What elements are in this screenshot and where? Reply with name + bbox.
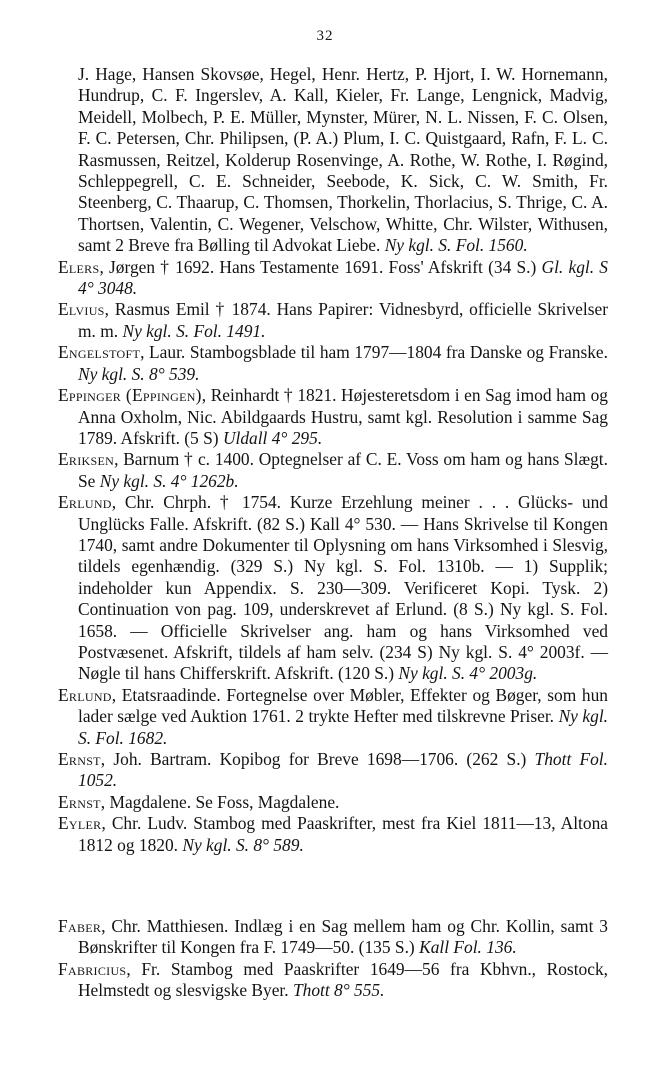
entry-text: , Chr. Chrph. † 1754. Kurze Erzehlung meiner . . . Glücks- und Unglücks Falle. Afskrift. (82 S.) Kall 4° 530. — Hans Skrivelse til Kongen 1740, samt andre Dokumenter til Oplysning om hans Virksomhed i Slesvig, tildels egenhændig. (329 S.) Ny kgl. S. Fol. 1310b. — 1) Supplik; indeholder kun Appendix. S. 230—309. Verificeret Kopi. Tysk. 2) Continuation von pag. 109, underskrevet af Erlund. (8 S.) Ny kgl. S. Fol. 1658. — Officielle Skrivelser ang. ham og hans Virksomhed ved Postvæsenet. Afskrift, tildels af ham selv. (234 S) Ny kgl. S. 4° 2003f. — Nøgle til hans Chifferskrift. Afskrift. (120 S.) xyxy=(78,492,608,684)
catalogue-entry xyxy=(58,685,608,749)
catalogue-entry xyxy=(58,64,608,257)
entry-text: , Laur. Stambogsblade til ham 1797—1804 fra Danske og Franske. xyxy=(140,342,608,363)
entry-text: , Etatsraadinde. Fortegnelse over Møbler, Effekter og Bøger, som hun lader sælge ved Auktion 1761. 2 trykte Hefter med tilskrevne Priser. xyxy=(78,684,608,727)
entry-head: Eriksen xyxy=(58,449,115,470)
entry-reference: Ny kgl. S. Fol. 1682. xyxy=(78,706,608,748)
entry-reference: Kall Fol. 136. xyxy=(419,937,517,958)
entry-reference: Uldall 4° 295. xyxy=(222,427,323,448)
catalogue-entry xyxy=(58,257,608,300)
entry-text: , Barnum † c. 1400. Optegnelser af C. E. Voss om ham og hans Slægt. Se xyxy=(78,449,608,491)
entry-reference: Ny kgl. S. 8° 589. xyxy=(182,834,304,855)
entry-head: Engelstoft xyxy=(58,342,141,363)
entry-head: Eyler xyxy=(58,813,102,834)
entry-text: , Chr. Ludv. Stambog med Paaskrifter, mest fra Kiel 1811—13, Altona 1812 og 1820. xyxy=(78,813,608,855)
entry-reference: Thott 8° 555. xyxy=(292,980,385,1001)
catalogue-entry xyxy=(58,959,608,1002)
entry-text: , Rasmus Emil † 1874. Hans Papirer: Vidnesbyrd, officielle Skrivelser m. m. xyxy=(78,299,608,341)
entry-head: Faber xyxy=(58,916,102,937)
entry-reference: Ny kgl. S. 4° 1262b. xyxy=(99,470,239,491)
catalogue-entry xyxy=(58,749,608,792)
entry-text: , Jørgen † 1692. Hans Testamente 1691. Foss' Afskrift (34 S.) xyxy=(99,256,537,277)
entry-reference: Ny kgl. S. Fol. 1491. xyxy=(122,320,266,341)
page-number: 32 xyxy=(316,28,334,44)
entry-head: Elers xyxy=(58,256,100,277)
catalogue-entry xyxy=(58,916,608,959)
entry-head: Ernst xyxy=(58,749,101,769)
entry-reference: Thott Fol. 1052. xyxy=(78,749,608,791)
catalogue-entry xyxy=(58,492,608,685)
entry-text: , Chr. Matthiesen. Indlæg i en Sag mellem ham og Chr. Kollin, samt 3 Bønskrifter til Kongen fra F. 1749—50. (135 S.) xyxy=(78,916,608,958)
catalogue-entry xyxy=(58,449,608,492)
entry-head: Ernst xyxy=(58,791,101,812)
entry-reference: Gl. kgl. S 4° 3048. xyxy=(78,256,608,299)
entry-text: J. Hage, Hansen Skovsøe, Hegel, Henr. Hertz, P. Hjort, I. W. Hornemann, Hundrup, C. F. Ingerslev, A. Kall, Kieler, Fr. Lange, Lengnick, Madvig, Meidell, Molbech, P. E. Müller, Mynster, Mürer, N. L. Nissen, F. C. Olsen, F. C. Petersen, Chr. Philipsen, (P. A.) Plum, I. C. Quistgaard, Rafn, F. L. C. Rasmussen, Reitzel, Kolderup Rosenvinge, A. Rothe, W. Rothe, I. Røgind, Schleppegrell, C. E. Schneider, Seebode, K. Sick, C. W. Smith, Fr. Steenberg, C. Thaarup, C. Thomsen, Thorkelin, Thorlacius, S. Thrige, C. A. Thortsen, Valentin, C. Wegener, Velschow, Whitte, Chr. Wilster, Withusen, samt 2 Breve fra Bølling til Advokat Liebe. xyxy=(78,64,608,256)
entry-reference: Ny kgl. S. Fol. 1560. xyxy=(384,235,528,256)
entry-text: , Reinhardt † 1821. Højesteretsdom i en Sag imod ham og Anna Oxholm, Nic. Abildgaards Hustru, samt kgl. Resolution i samme Sag 1789. Afskrift. (5 S) xyxy=(78,385,608,448)
entry-text: , Joh. Bartram. Kopibog for Breve 1698—1706. (262 S.) xyxy=(100,749,527,769)
catalogue-entry xyxy=(58,299,608,342)
entry-head: Erlund xyxy=(58,684,112,705)
catalogue-entry xyxy=(58,342,608,385)
entry-text: , Fr. Stambog med Paaskrifter 1649—56 fra Kbhvn., Rostock, Helmstedt og slesvigske Byer. xyxy=(78,958,608,1001)
entry-head: Fabricius xyxy=(58,958,127,979)
catalogue-body xyxy=(58,64,608,1002)
entry-head: Eppinger (Eppingen) xyxy=(58,385,202,406)
entry-head: Elvius xyxy=(58,299,105,320)
catalogue-entry xyxy=(58,813,608,856)
entry-reference: Ny kgl. S. 4° 2003g. xyxy=(398,663,538,684)
entry-text: , Magdalene. Se Foss, Magdalene. xyxy=(100,791,340,812)
catalogue-entry xyxy=(58,792,608,813)
catalogue-entry xyxy=(58,385,608,449)
entry-reference: Ny kgl. S. 8° 539. xyxy=(78,363,200,384)
entry-head: Erlund xyxy=(58,492,112,513)
